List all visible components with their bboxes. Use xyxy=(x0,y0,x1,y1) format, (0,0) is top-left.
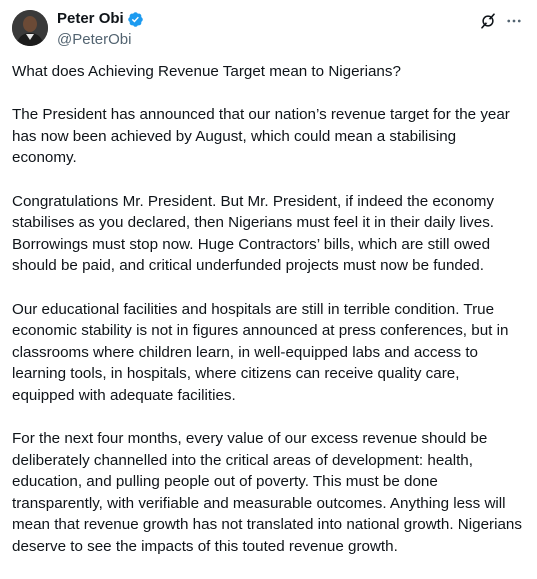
more-button[interactable] xyxy=(503,10,525,32)
grok-button[interactable] xyxy=(477,10,499,32)
post-paragraph-4: Our educational facilities and hospitals are still in terrible condition. True economic stability is not in figures announced at press conferences, but in classrooms where children learn, in well-equipped labs and access to learning tools, in hospitals, where citizens can receive quality care, equipped with adequate facilities. xyxy=(12,300,509,404)
header-actions xyxy=(477,10,525,32)
post-header xyxy=(12,8,525,48)
more-icon xyxy=(505,12,523,30)
verified-badge-icon[interactable] xyxy=(127,11,144,28)
avatar[interactable] xyxy=(12,10,48,46)
post-paragraph-2: The President has announced that our nation’s revenue target for the year has now been achieved by August, which could mean a stabilising economy. xyxy=(12,106,510,167)
handle[interactable]: @PeterObi xyxy=(57,31,132,48)
post-paragraph-3: Congratulations Mr. President. But Mr. President, if indeed the economy stabilises as you declared, then Nigerians must feel it in their daily lives. Borrowings must stop now. Huge Contractors’ bills, which are still owed should be paid, and critical underfunded projects must now be funded. xyxy=(12,192,495,275)
post-paragraph-5: For the next four months, every value of our excess revenue should be deliberately channelled into the critical areas of development: health, education, and pulling people out of poverty. This must be done transparently, with verifiable and measurable outcomes. Anything less will mean that revenue growth has not translated into national growth. Nigerians deserve to see the impacts of this touted revenue growth. xyxy=(12,430,522,556)
display-name-row xyxy=(57,10,144,28)
grok-icon xyxy=(479,12,497,30)
display-name[interactable]: Peter Obi xyxy=(57,10,124,27)
author-names xyxy=(57,10,144,49)
post-body xyxy=(12,61,525,579)
post-paragraph-1: What does Achieving Revenue Target mean to Nigerians? xyxy=(12,63,401,80)
avatar-image xyxy=(12,10,48,46)
